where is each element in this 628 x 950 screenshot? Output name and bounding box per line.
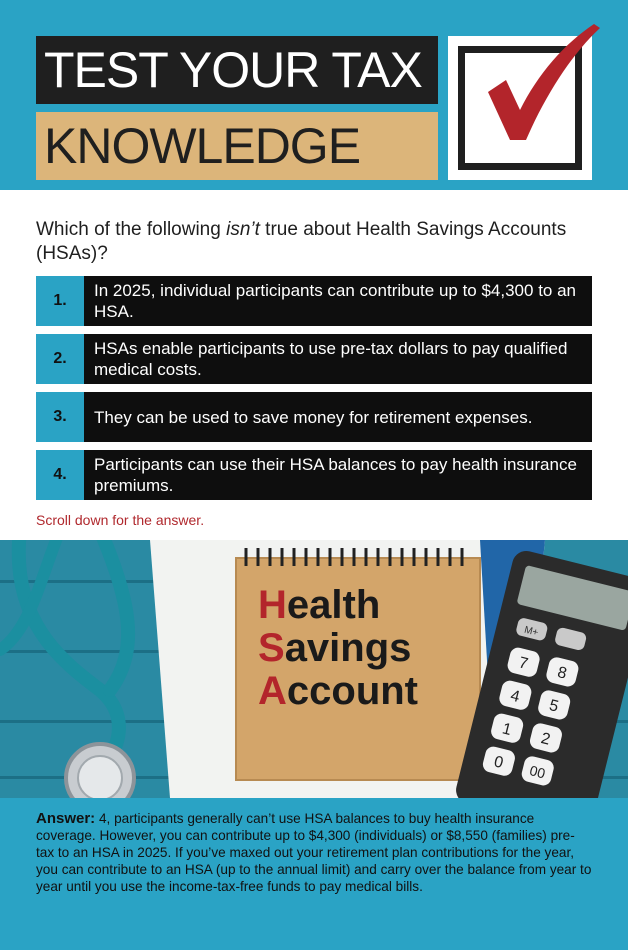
title-line-1: TEST YOUR TAX <box>36 36 438 104</box>
calc-key-4: 4 <box>508 687 522 706</box>
calc-key-0: 0 <box>492 753 505 772</box>
calc-key-2: 2 <box>539 730 552 749</box>
calc-key-8: 8 <box>555 664 569 683</box>
notebook-title <box>258 584 478 713</box>
option-number: 1. <box>36 276 84 326</box>
option-number: 4. <box>36 450 84 500</box>
answer-text: 4, participants generally can’t use HSA balances to buy health insurance coverage. However, you can contribute up to $4,300 (individuals) or $8,550 (families) pre-tax to an HSA in 2025. If you’ve maxed out your retirement plan contributions for the year, you can contribute to an HSA (up to the annual limit) and carry over the balance from year to year until you use the income-tax-free funds to pay medical bills. <box>36 811 592 894</box>
option-number: 2. <box>36 334 84 384</box>
question-text: Which of the following isn’t true about Health Savings Accounts (HSAs)? <box>36 219 567 264</box>
option-4 <box>36 450 592 500</box>
answer-label: Answer: <box>36 810 96 827</box>
scroll-note: Scroll down for the answer. <box>36 512 205 528</box>
answer-section <box>0 798 628 950</box>
option-text: HSAs enable participants to use pre-tax dollars to pay qualified medical costs. <box>94 339 568 379</box>
notebook-line-3: Account <box>258 669 419 713</box>
option-1 <box>36 276 592 326</box>
calc-key-mplus: M+ <box>523 624 540 639</box>
option-2 <box>36 334 592 384</box>
option-3 <box>36 392 592 442</box>
notebook-line-1: Health <box>258 583 381 627</box>
calc-key-5: 5 <box>547 697 561 716</box>
checkmark-icon <box>448 14 608 154</box>
notebook-line-2: Savings <box>258 626 412 670</box>
header-banner <box>0 0 628 190</box>
calc-key-1: 1 <box>500 720 514 739</box>
calc-key-7: 7 <box>516 654 530 674</box>
option-text: They can be used to save money for retirement expenses. <box>94 407 533 427</box>
option-text: Participants can use their HSA balances to pay health insurance premiums. <box>94 455 577 495</box>
title-line-2: KNOWLEDGE <box>36 112 438 180</box>
option-text: In 2025, individual participants can contribute up to $4,300 to an HSA. <box>94 281 577 321</box>
calc-key-00: 00 <box>527 762 547 782</box>
option-number: 3. <box>36 392 84 442</box>
